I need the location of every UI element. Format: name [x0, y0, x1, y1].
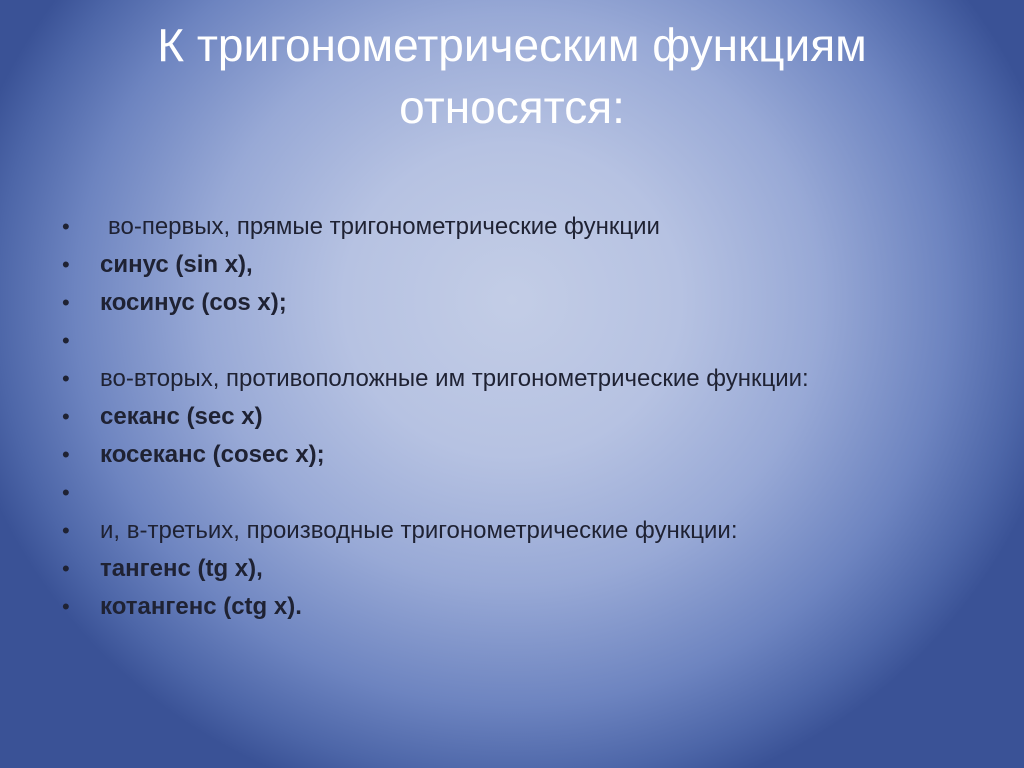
bullet-dot-icon: • — [62, 480, 70, 505]
bullet-text: во-вторых, противоположные им тригонометрические функции: — [100, 365, 809, 392]
bullet-dot-icon: • — [62, 328, 70, 353]
bullet-text: секанс (sec x) — [100, 403, 263, 430]
bullet-item — [62, 360, 1002, 398]
bullet-item — [62, 588, 1002, 626]
bullet-item — [62, 436, 1002, 474]
bullet-item-empty — [62, 322, 1002, 360]
bullet-list — [62, 208, 1002, 626]
bullet-dot-icon: • — [62, 442, 70, 467]
bullet-item — [62, 550, 1002, 588]
bullet-text: косеканс (cosec x); — [100, 441, 325, 468]
bullet-dot-icon: • — [62, 594, 70, 619]
bullet-dot-icon: • — [62, 252, 70, 277]
bullet-dot-icon: • — [62, 214, 70, 239]
slide-title — [0, 14, 1024, 138]
bullet-text: синус (sin x), — [100, 251, 253, 278]
bullet-item-empty — [62, 474, 1002, 512]
bullet-dot-icon: • — [62, 556, 70, 581]
bullet-text: косинус (cos x); — [100, 289, 287, 316]
bullet-item — [62, 246, 1002, 284]
bullet-item — [62, 208, 1002, 246]
bullet-text: котангенс (ctg x). — [100, 593, 302, 620]
bullet-dot-icon: • — [62, 518, 70, 543]
bullet-item — [62, 398, 1002, 436]
bullet-dot-icon: • — [62, 404, 70, 429]
bullet-text: тангенс (tg x), — [100, 555, 263, 582]
bullet-text: и, в-третьих, производные тригонометрические функции: — [100, 517, 738, 544]
slide-title-line-2: относятся: — [399, 81, 625, 133]
bullet-item — [62, 284, 1002, 322]
bullet-dot-icon: • — [62, 366, 70, 391]
slide-title-line-1: К тригонометрическим функциям — [157, 19, 867, 71]
bullet-text: во-первых, прямые тригонометрические функции — [108, 213, 660, 240]
bullet-item — [62, 512, 1002, 550]
bullet-dot-icon: • — [62, 290, 70, 315]
